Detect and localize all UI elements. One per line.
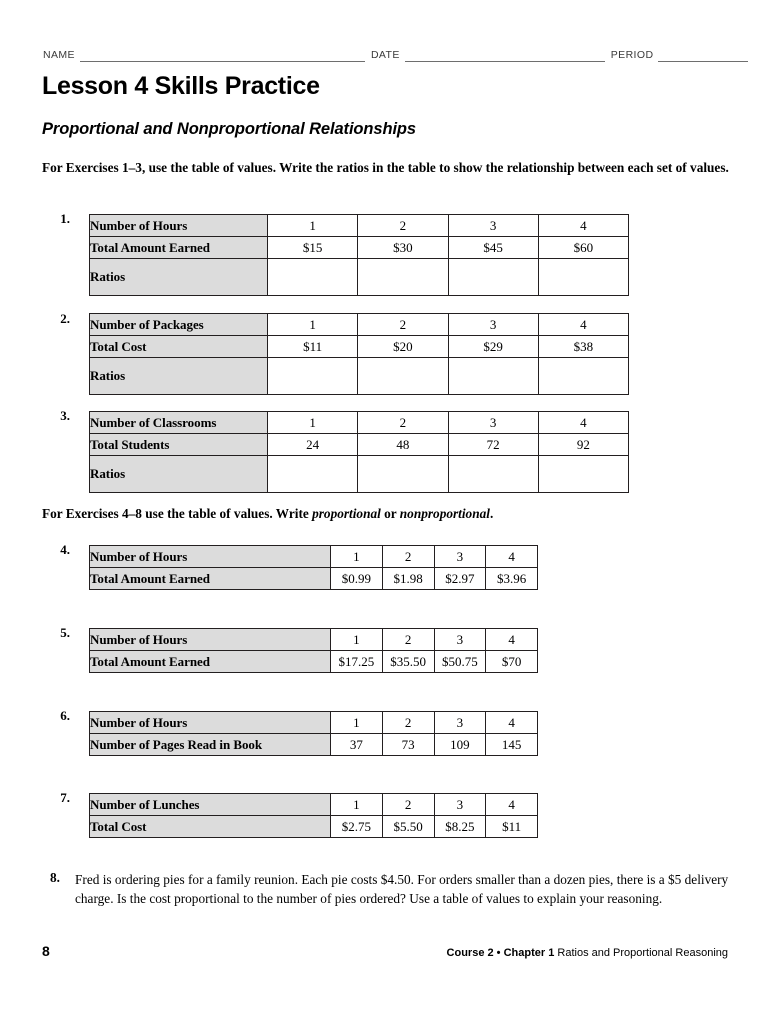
table-7	[89, 793, 538, 838]
table-7-row2-cell-0: $2.75	[331, 816, 383, 838]
table-2-row1-label: Number of Packages	[90, 314, 268, 336]
exercise-number-1: 1.	[60, 211, 70, 226]
table-4-row2-cell-2: $2.97	[434, 568, 486, 590]
table-7-row1-cell-2: 3	[434, 794, 486, 816]
table-6-row2-cell-3: 145	[486, 734, 538, 756]
table-1-answer-blank-3[interactable]	[538, 259, 628, 296]
table-3-row1-cell-0: 1	[268, 412, 358, 434]
table-7-row1-cell-3: 4	[486, 794, 538, 816]
table-row	[90, 412, 629, 434]
table-row	[90, 712, 538, 734]
exercise-number-6: 6.	[60, 708, 70, 723]
table-5-row1-cell-3: 4	[486, 629, 538, 651]
table-1	[89, 214, 629, 296]
table-4-row2-cell-3: $3.96	[486, 568, 538, 590]
instructions-exercises-1-3: For Exercises 1–3, use the table of values. Write the ratios in the table to show the relationship between each set of values.	[42, 160, 729, 175]
table-4-row1-cell-0: 1	[331, 546, 383, 568]
table-5-row1-label: Number of Hours	[90, 629, 331, 651]
table-6	[89, 711, 538, 756]
footer-chapter-title: Ratios and Proportional Reasoning	[557, 947, 728, 959]
table-2-row2-cell-0: $11	[268, 336, 358, 358]
page-subtitle: Proportional and Nonproportional Relationships	[42, 120, 416, 138]
table-1-row2-cell-0: $15	[268, 237, 358, 259]
table-2-row1-cell-3: 4	[538, 314, 628, 336]
table-4-row1-label: Number of Hours	[90, 546, 331, 568]
instructions-part-a: For Exercises 4–8 use the table of values. Write	[42, 506, 313, 521]
table-row	[90, 734, 538, 756]
table-2-row1-cell-2: 3	[448, 314, 538, 336]
table-3-row2-cell-0: 24	[268, 434, 358, 456]
exercise-number-8: 8.	[50, 870, 60, 885]
table-row	[90, 816, 538, 838]
table-1-row1-cell-1: 2	[358, 215, 448, 237]
instructions-part-c: .	[489, 506, 494, 521]
table-1-row2-cell-1: $30	[358, 237, 448, 259]
instructions-exercises-4-8	[42, 506, 732, 523]
table-5-row1-cell-0: 1	[331, 629, 383, 651]
table-2-answer-blank-1[interactable]	[358, 358, 448, 395]
table-4-row2-cell-0: $0.99	[331, 568, 383, 590]
table-2-row2-cell-3: $38	[538, 336, 628, 358]
date-label: DATE	[370, 49, 400, 61]
table-3-answer-blank-0[interactable]	[268, 456, 358, 493]
table-row	[90, 358, 629, 395]
table-6-row1-cell-0: 1	[331, 712, 383, 734]
table-row	[90, 651, 538, 673]
table-2-answer-blank-0[interactable]	[268, 358, 358, 395]
table-2-row1-cell-1: 2	[358, 314, 448, 336]
table-3-row1-cell-1: 2	[358, 412, 448, 434]
word-problem-8: Fred is ordering pies for a family reunion. Each pie costs $4.50. For orders smaller than a dozen pies, there is a $5 delivery charge. Is the cost proportional to the number of pies ordered? Use a table of values to explain your reasoning.	[75, 872, 729, 906]
period-label: PERIOD	[610, 49, 654, 61]
table-4-row2-label: Total Amount Earned	[90, 568, 331, 590]
table-5-row2-cell-1: $35.50	[382, 651, 434, 673]
table-7-row1-label: Number of Lunches	[90, 794, 331, 816]
table-3-answer-blank-3[interactable]	[538, 456, 628, 493]
table-6-row2-cell-2: 109	[434, 734, 486, 756]
table-1-answer-blank-2[interactable]	[448, 259, 538, 296]
table-3	[89, 411, 629, 493]
table-row	[90, 629, 538, 651]
table-2	[89, 313, 629, 395]
table-4-row1-cell-2: 3	[434, 546, 486, 568]
table-4	[89, 545, 538, 590]
table-6-row1-cell-1: 2	[382, 712, 434, 734]
table-4-row2-cell-1: $1.98	[382, 568, 434, 590]
table-row	[90, 456, 629, 493]
table-3-row2-label: Total Students	[90, 434, 268, 456]
footer-course-label: Course 2 • Chapter 1	[446, 947, 555, 959]
instructions-word-proportional: proportional	[312, 506, 381, 521]
table-4-row1-cell-3: 4	[486, 546, 538, 568]
table-6-row2-cell-1: 73	[382, 734, 434, 756]
table-3-row1-cell-3: 4	[538, 412, 628, 434]
name-date-period-bar	[43, 44, 727, 62]
exercise-number-2: 2.	[60, 311, 70, 326]
name-label: NAME	[43, 49, 75, 61]
table-3-row3-label: Ratios	[90, 456, 268, 493]
table-row	[90, 568, 538, 590]
table-1-row2-cell-2: $45	[448, 237, 538, 259]
exercise-number-7: 7.	[60, 790, 70, 805]
page-number: 8	[42, 943, 50, 959]
instructions-part-b: or	[380, 506, 400, 521]
table-5-row2-cell-3: $70	[486, 651, 538, 673]
table-7-row1-cell-1: 2	[382, 794, 434, 816]
instructions-word-nonproportional: nonproportional	[399, 506, 490, 521]
table-3-row1-cell-2: 3	[448, 412, 538, 434]
table-2-row3-label: Ratios	[90, 358, 268, 395]
table-1-answer-blank-1[interactable]	[358, 259, 448, 296]
table-1-row1-cell-0: 1	[268, 215, 358, 237]
table-row	[90, 546, 538, 568]
period-write-line[interactable]	[658, 49, 748, 62]
table-1-row2-cell-3: $60	[538, 237, 628, 259]
table-row	[90, 215, 629, 237]
table-7-row2-label: Total Cost	[90, 816, 331, 838]
table-1-row1-label: Number of Hours	[90, 215, 268, 237]
footer-course-chapter	[447, 947, 728, 959]
table-7-row2-cell-1: $5.50	[382, 816, 434, 838]
table-row	[90, 794, 538, 816]
table-3-row2-cell-2: 72	[448, 434, 538, 456]
table-1-answer-blank-0[interactable]	[268, 259, 358, 296]
table-1-row2-label: Total Amount Earned	[90, 237, 268, 259]
table-5	[89, 628, 538, 673]
table-row	[90, 336, 629, 358]
page-title: Lesson 4 Skills Practice	[42, 72, 320, 100]
table-5-row2-label: Total Amount Earned	[90, 651, 331, 673]
table-6-row2-label: Number of Pages Read in Book	[90, 734, 331, 756]
table-2-row2-cell-2: $29	[448, 336, 538, 358]
table-5-row1-cell-1: 2	[382, 629, 434, 651]
table-row	[90, 314, 629, 336]
table-1-row1-cell-2: 3	[448, 215, 538, 237]
table-5-row2-cell-0: $17.25	[331, 651, 383, 673]
table-3-row1-label: Number of Classrooms	[90, 412, 268, 434]
table-3-row2-cell-3: 92	[538, 434, 628, 456]
table-row	[90, 259, 629, 296]
table-7-row1-cell-0: 1	[331, 794, 383, 816]
date-write-line[interactable]	[405, 49, 605, 62]
table-5-row1-cell-2: 3	[434, 629, 486, 651]
exercise-number-4: 4.	[60, 542, 70, 557]
table-1-row3-label: Ratios	[90, 259, 268, 296]
table-6-row1-label: Number of Hours	[90, 712, 331, 734]
table-2-row1-cell-0: 1	[268, 314, 358, 336]
table-4-row1-cell-1: 2	[382, 546, 434, 568]
table-2-answer-blank-3[interactable]	[538, 358, 628, 395]
table-5-row2-cell-2: $50.75	[434, 651, 486, 673]
table-7-row2-cell-3: $11	[486, 816, 538, 838]
exercise-number-3: 3.	[60, 408, 70, 423]
table-6-row1-cell-3: 4	[486, 712, 538, 734]
table-3-row2-cell-1: 48	[358, 434, 448, 456]
table-7-row2-cell-2: $8.25	[434, 816, 486, 838]
table-row	[90, 237, 629, 259]
table-3-answer-blank-1[interactable]	[358, 456, 448, 493]
exercise-number-5: 5.	[60, 625, 70, 640]
table-row	[90, 434, 629, 456]
table-2-row2-label: Total Cost	[90, 336, 268, 358]
table-6-row1-cell-2: 3	[434, 712, 486, 734]
name-write-line[interactable]	[80, 49, 365, 62]
table-6-row2-cell-0: 37	[331, 734, 383, 756]
table-3-answer-blank-2[interactable]	[448, 456, 538, 493]
table-2-row2-cell-1: $20	[358, 336, 448, 358]
table-1-row1-cell-3: 4	[538, 215, 628, 237]
table-2-answer-blank-2[interactable]	[448, 358, 538, 395]
